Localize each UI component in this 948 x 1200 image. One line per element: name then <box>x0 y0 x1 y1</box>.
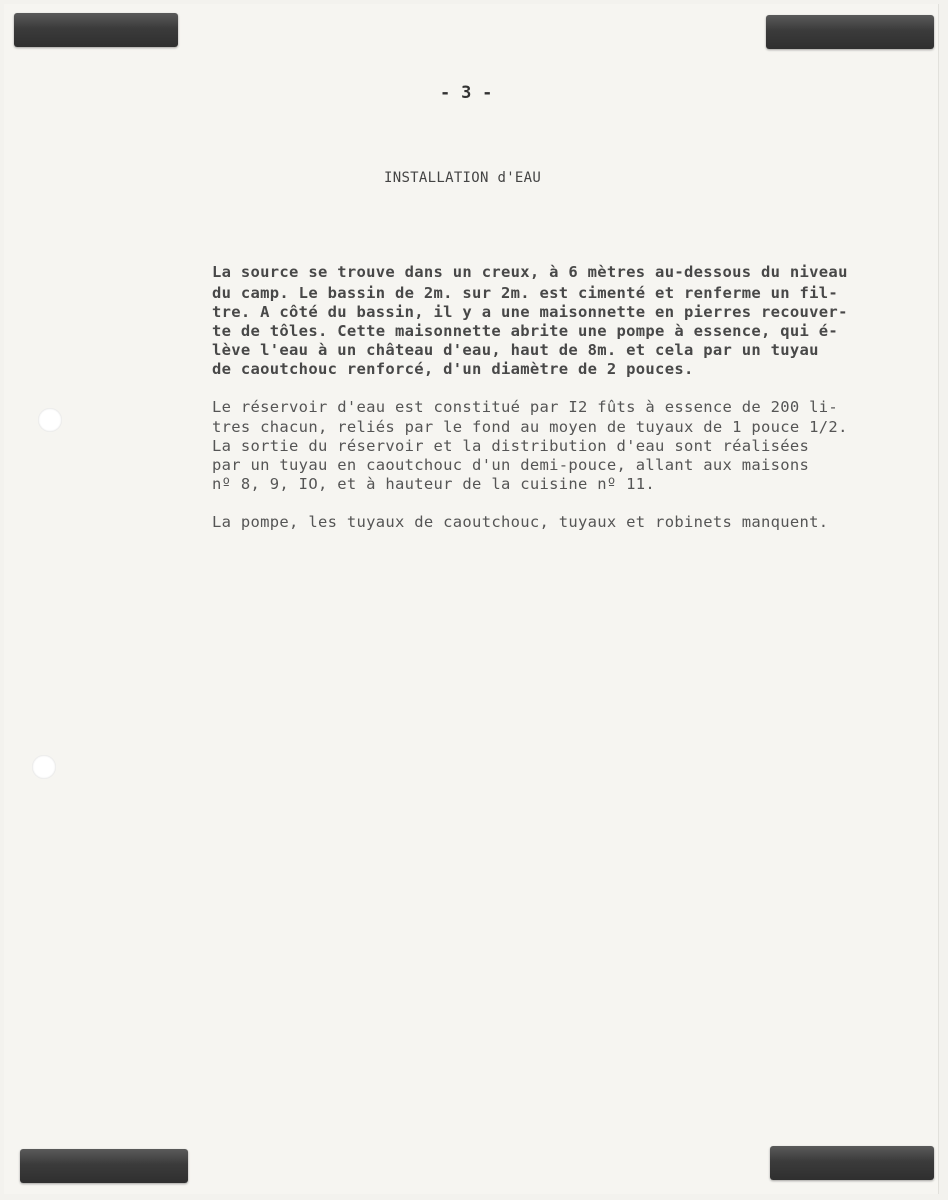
binder-clip-bottom-right <box>770 1146 934 1180</box>
paragraph-1-line-1: La source se trouve dans un creux, à 6 mètres au-dessous du niveau <box>212 263 848 281</box>
binder-clip-top-left <box>14 13 178 47</box>
binder-clip-top-right <box>766 15 934 49</box>
page-number: - 3 - <box>440 83 493 103</box>
paragraph-1-line-4: te de tôles. Cette maisonnette abrite une pompe à essence, qui é- <box>212 322 839 340</box>
paragraph-1-line-2: du camp. Le bassin de 2m. sur 2m. est cimenté et renferme un fil- <box>212 284 839 302</box>
paragraph-2-line-1: Le réservoir d'eau est constitué par I2 fûts à essence de 200 li- <box>212 398 839 416</box>
section-heading: INSTALLATION d'EAU <box>384 170 542 186</box>
punch-hole-lower <box>32 755 56 779</box>
paragraph-2-line-3: La sortie du réservoir et la distribution d'eau sont réalisées <box>212 437 810 455</box>
binder-clip-bottom-left <box>20 1149 188 1183</box>
paragraph-2-line-4: par un tuyau en caoutchouc d'un demi-pouce, allant aux maisons <box>212 456 810 474</box>
paragraph-3-line-1: La pompe, les tuyaux de caoutchouc, tuyaux et robinets manquent. <box>212 513 829 531</box>
paragraph-2-line-2: tres chacun, reliés par le fond au moyen de tuyaux de 1 pouce 1/2. <box>212 418 848 436</box>
paragraph-1-line-6: de caoutchouc renforcé, d'un diamètre de 2 pouces. <box>212 360 694 378</box>
paragraph-1-line-3: tre. A côté du bassin, il y a une maisonnette en pierres recouver- <box>212 303 848 321</box>
paragraph-1-line-5: lève l'eau à un château d'eau, haut de 8m. et cela par un tuyau <box>212 341 819 359</box>
punch-hole-upper <box>38 408 62 432</box>
paragraph-2-line-5: nº 8, 9, IO, et à hauteur de la cuisine nº 11. <box>212 475 656 493</box>
